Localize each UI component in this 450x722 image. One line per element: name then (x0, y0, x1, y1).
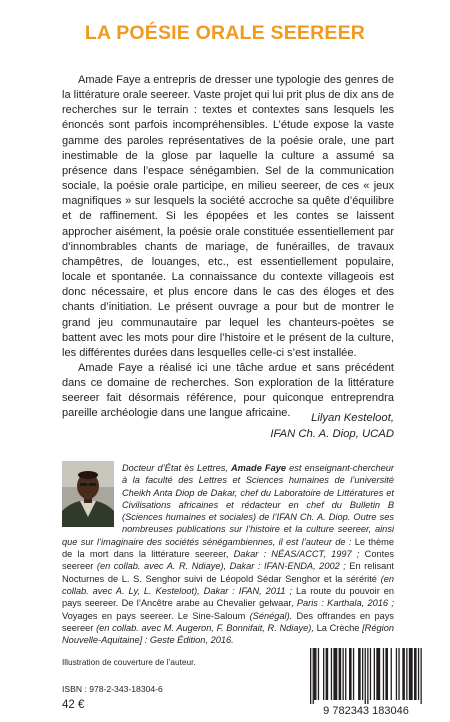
barcode-bar (398, 648, 399, 700)
barcode-bar (310, 648, 311, 704)
bio-text: La Crèche (316, 622, 360, 633)
barcode-bar (374, 648, 375, 700)
bio-text: Voyages en pays seereer. Le Sine-Saloum (62, 610, 246, 621)
bio-text: est enseignant-chercheur à la faculté des Lettres et Sciences humaines de l’université Cheikh Anta Diop de Dakar, chef du Laboratoire de Littératures et Civilisations africaines et rédacteur en chef du Bulletin B (Sciences humaines et sociales) de l’IFAN Ch. A. Diop. Outre ses nombreuses publications sur l’histoire et la culture seereer, ainsi que sur l’imaginaire des sociétés sénégambiennes, il est l’auteur de : (62, 463, 395, 547)
barcode-bar (409, 648, 413, 700)
barcode-bar (314, 648, 317, 700)
bio-text: (en collab. avec M. Augeron, F. Bonnifait, R. Ndiaye), (96, 622, 314, 633)
bio-text: (en collab. avec A. R. Ndiaye), Dakar : IFAN-ENDA, 2002 ; (96, 561, 346, 572)
barcode-bar (362, 648, 363, 700)
barcode-bar (402, 648, 405, 700)
bio-text: Paris : Karthala, 2016 ; (296, 598, 394, 609)
bio-text: Docteur d’État ès Lettres, (122, 463, 228, 473)
barcode-bar (339, 648, 342, 700)
barcode-bar (353, 648, 354, 700)
barcode-bar (370, 648, 371, 700)
barcode-bar (358, 648, 361, 700)
barcode-bar (376, 648, 380, 700)
barcode-bar (345, 648, 346, 700)
barcode-bar (414, 648, 417, 700)
barcode-bar (421, 648, 422, 704)
book-title: LA POÉSIE ORALE SEEREER (84, 22, 366, 44)
author-name: Amade Faye (231, 463, 287, 473)
summary-paragraph: Amade Faye a réalisé ici une tâche ardue et sans précédent dans ce domaine de recherches. Son exploration de la littérature seereer fait désormais référence, pour quiconque entreprendra pareille archéologie dans une langue africaine. (62, 361, 394, 420)
barcode-bar (367, 648, 368, 704)
bio-text: En relisant Nocturnes de L. S. Senghor suivi de Léopold Sédar Senghor et la sérérité (62, 561, 395, 584)
cover-credit: Illustration de couverture de l’auteur. (62, 657, 196, 667)
barcode-bar (391, 648, 392, 700)
bio-text: La route du pouvoir en pays seereer. De l’Ancêtre arabe au Chevalier gelwaar, (62, 585, 394, 609)
barcode-bar (385, 648, 388, 700)
barcode-bar (323, 648, 324, 700)
bio-text: Le thème de la mort dans la littérature seereer, (62, 536, 394, 560)
barcode-bar (333, 648, 337, 700)
barcode-bar (349, 648, 352, 700)
barcode-digits: 9 782343 183046 (323, 705, 409, 716)
bio-text: [Région Nouvelle-Aquitaine] : Geste Édition, 2016. (62, 622, 394, 646)
barcode-bar (396, 648, 397, 700)
bio-text: Des offrandes en pays seereer (62, 610, 394, 633)
barcode-bar (383, 648, 384, 700)
barcode-bar (365, 648, 366, 704)
signature (270, 410, 394, 442)
barcode-bar (313, 648, 314, 704)
bio-text: (Sénégal). (249, 610, 293, 621)
barcode-bar (418, 648, 419, 700)
bio-text: Contes seereer (62, 549, 394, 572)
bio-text: Dakar : NÉAS/ACCT, 1997 ; (233, 549, 360, 560)
back-cover-text (62, 73, 394, 422)
barcode-bars (310, 648, 422, 704)
signature-affiliation: IFAN Ch. A. Diop, UCAD (270, 428, 394, 440)
barcode-bar (326, 648, 329, 700)
barcode-bar (318, 648, 319, 700)
bio-text: (en collab. avec A. Ly, L. Kesteloot), Dakar : IFAN, 2011 ; (62, 573, 394, 596)
barcode (300, 644, 432, 716)
isbn: ISBN : 978-2-343-18304-6 (62, 684, 163, 694)
summary-paragraph: Amade Faye a entrepris de dresser une typologie des genres de la littérature orale seereer. Vaste projet qui lui prit plus de dix ans de recherches sur le terrain : textes et contextes sans lesquels les énoncés sont parfois incompréhensibles. L’étude expose la vaste gamme des paroles représentatives de la poésie orale, une part inestimable de la glose par laquelle la culture a assumé sa présence dans l’espace sénégambien. Sel de la communication sociale, la poésie orale participe, en milieu seereer, de ces « jeux magnifiques » sur lesquels la société accroche sa quête d’équilibre et de raffinement. Si les épopées et les contes se laissent approcher aisément, la poésie orale constituée essentiellement par d’innombrables chants de mariage, de funérailles, de travaux champêtres, de louanges, etc., est essentiellement populaire, locale et spontanée. La connaissance du contexte villageois est donc nécessaire, et plus encore dans le cas des éloges et des chants d’initiation. Le présent ouvrage a pour but de montrer le grand jeu communautaire par lequel les chanteurs-poètes se battent avec les mots pour dire l’histoire et le présent de la culture, les différentes durées dans lesquelles celle-ci s’est installée. (62, 74, 394, 359)
price: 42 € (62, 699, 85, 711)
signature-name: Lilyan Kesteloot, (311, 412, 394, 424)
barcode-bar (343, 648, 344, 700)
barcode-bar (331, 648, 332, 700)
author-bio (62, 462, 394, 646)
barcode-bar (406, 648, 407, 700)
